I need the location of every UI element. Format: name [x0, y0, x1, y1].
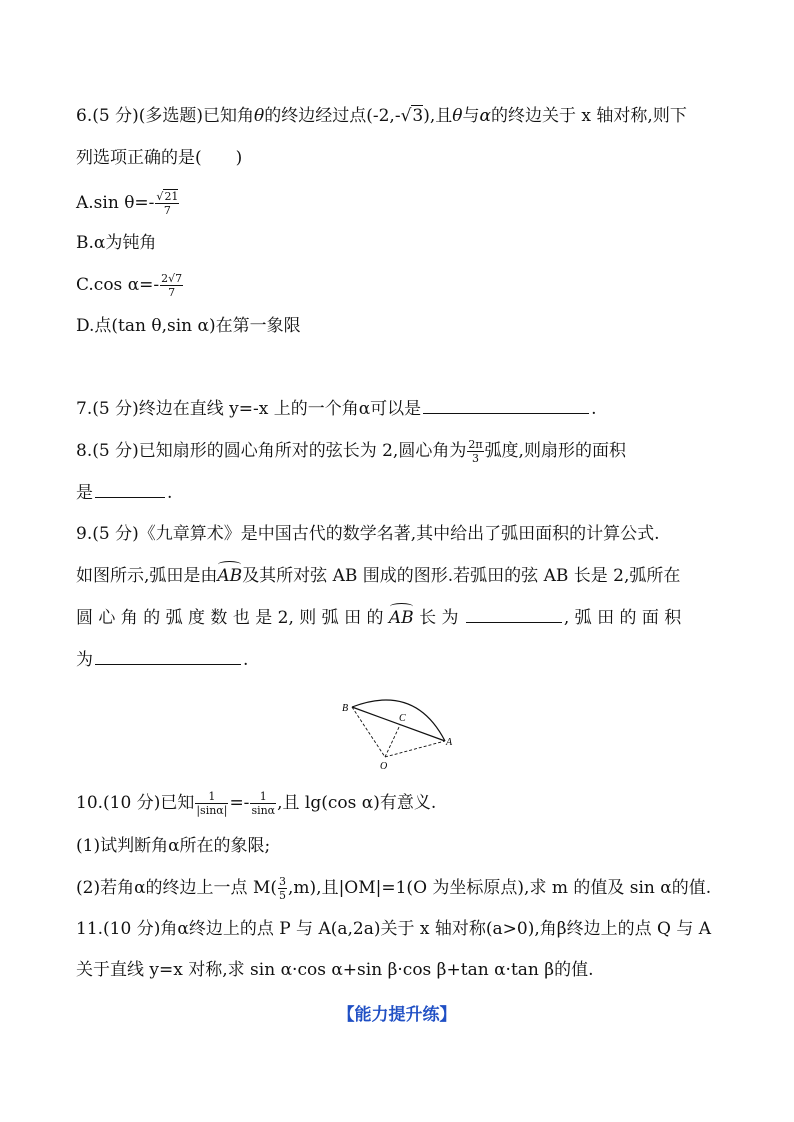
segment-oc: [385, 725, 400, 757]
q9-area-blank[interactable]: [95, 648, 241, 665]
q10-sub2-text: (2)若角α的终边上一点 M(: [76, 878, 278, 898]
q10-f2-num: 1: [250, 790, 276, 804]
q10-f1-num: 1: [195, 790, 228, 804]
q10-m-den: 5: [279, 889, 287, 902]
q9-line2: [76, 564, 680, 588]
q10-f1-den: |sinα|: [196, 804, 228, 817]
q9-line4: [76, 648, 248, 672]
q10-m-fraction: [278, 875, 287, 902]
option-c-fraction: [160, 272, 183, 299]
q7-answer-blank[interactable]: [423, 397, 589, 414]
q9-line1: 9.(5 分)《九章算术》是中国古代的数学名著,其中给出了弧田面积的计算公式.: [76, 524, 660, 544]
option-c-den: 7: [168, 286, 176, 299]
q6-text-mid: 的终边经过点(-2,-: [264, 106, 401, 126]
q7-text: 7.(5 分)终边在直线 y=-x 上的一个角α可以是: [76, 399, 422, 419]
arc-ab-symbol: AB: [217, 566, 243, 586]
q6-theta2: θ: [452, 106, 463, 126]
q6-option-b: B.α为钝角: [76, 233, 157, 253]
q9-text: 如图所示,弧田是由: [76, 566, 218, 586]
q6-line1: 6.(5 分)(多选题)已知角θ的终边经过点(-2,-√3),且θ与α的终边关于 x 轴对称,则下: [76, 106, 687, 126]
q6-option-c: [76, 272, 184, 299]
q8-text: 8.(5 分)已知扇形的圆心角所对的弦长为 2,圆心角为: [76, 441, 467, 461]
arc-ab-symbol-2: AB: [388, 608, 414, 628]
q9-text-post: 及其所对弦 AB 围成的图形.若弧田的弦 AB 长是 2,弧所在: [242, 566, 681, 586]
radius-oa: [385, 741, 445, 757]
q10-f2-den: sinα: [251, 804, 276, 817]
q8-answer-blank[interactable]: [95, 481, 165, 498]
q10-sub2: [76, 875, 711, 902]
q10-sub2-post: ,m),且|OM|=1(O 为坐标原点),求 m 的值及 sin α的值.: [288, 878, 712, 898]
q10-eq: =-: [229, 793, 250, 813]
q7-line: [76, 397, 597, 421]
option-c-text: C.cos α=-: [76, 275, 160, 295]
section-title: 【能力提升练】: [337, 1005, 457, 1025]
q6-text-mid2: 与: [462, 106, 480, 126]
q11-line2: 关于直线 y=x 对称,求 sin α·cos α+sin β·cos β+tan α·tan β的值.: [76, 960, 594, 980]
q6-sqrt3: 3: [412, 106, 424, 126]
q8-fraction: [467, 438, 483, 465]
q10-fraction1: [195, 790, 228, 817]
q6-theta: θ: [253, 106, 265, 126]
q8-text2: 是: [76, 483, 93, 503]
q8-frac-den: 3: [471, 452, 479, 465]
arc-field-figure: [330, 695, 460, 775]
q10-m-num: 3: [279, 875, 287, 888]
q9-text3-mid: 长 为: [419, 608, 459, 628]
q10-text: 10.(10 分)已知: [76, 793, 195, 813]
q7-end: .: [591, 399, 597, 419]
option-a-num: 21: [164, 190, 179, 203]
q10-fraction2: [250, 790, 276, 817]
option-a-fraction: $\frac{√21}{7}$: [156, 190, 179, 217]
q6-line2: 列选项正确的是( ): [76, 148, 243, 168]
q9-text3-post: , 弧 田 的 面 积: [563, 608, 682, 628]
label-a: A: [446, 737, 453, 748]
q9-end: .: [243, 650, 249, 670]
q8-line2: [76, 481, 172, 505]
q9-line3: [76, 606, 681, 630]
q6-text-end: 的终边关于 x 轴对称,则下: [491, 106, 687, 126]
label-c: C: [399, 713, 406, 724]
q9-text4: 为: [76, 650, 93, 670]
q9-arc-length-blank[interactable]: [466, 606, 562, 623]
option-a-den: 7: [163, 204, 171, 217]
q10-sub1: (1)试判断角α所在的象限;: [76, 836, 271, 856]
q8-text-post: 弧度,则扇形的面积: [484, 441, 626, 461]
label-o: O: [380, 761, 388, 772]
q9-text3: 圆 心 角 的 弧 度 数 也 是 2, 则 弧 田 的: [76, 608, 384, 628]
q6-text: 6.(5 分)(多选题)已知角: [76, 106, 254, 126]
q6-text-post: ),且: [423, 106, 453, 126]
q8-frac-num: 2π: [468, 438, 483, 451]
q6-option-d: D.点(tan θ,sin α)在第一象限: [76, 316, 301, 336]
q10-line1: [76, 790, 436, 817]
q6-alpha: α: [479, 106, 492, 126]
q11-line1: 11.(10 分)角α终边上的点 P 与 A(a,2a)关于 x 轴对称(a>0),角β终边上的点 Q 与 A: [76, 919, 712, 939]
q8-line1: [76, 438, 626, 465]
q6-option-a: [76, 190, 180, 217]
option-a-text: A.sin θ=-: [76, 193, 155, 213]
radius-ob: [352, 707, 385, 757]
q10-text-post: ,且 lg(cos α)有意义.: [277, 793, 437, 813]
q8-end: .: [167, 483, 173, 503]
option-c-num: 2√7: [161, 272, 183, 285]
label-b: B: [342, 703, 349, 714]
